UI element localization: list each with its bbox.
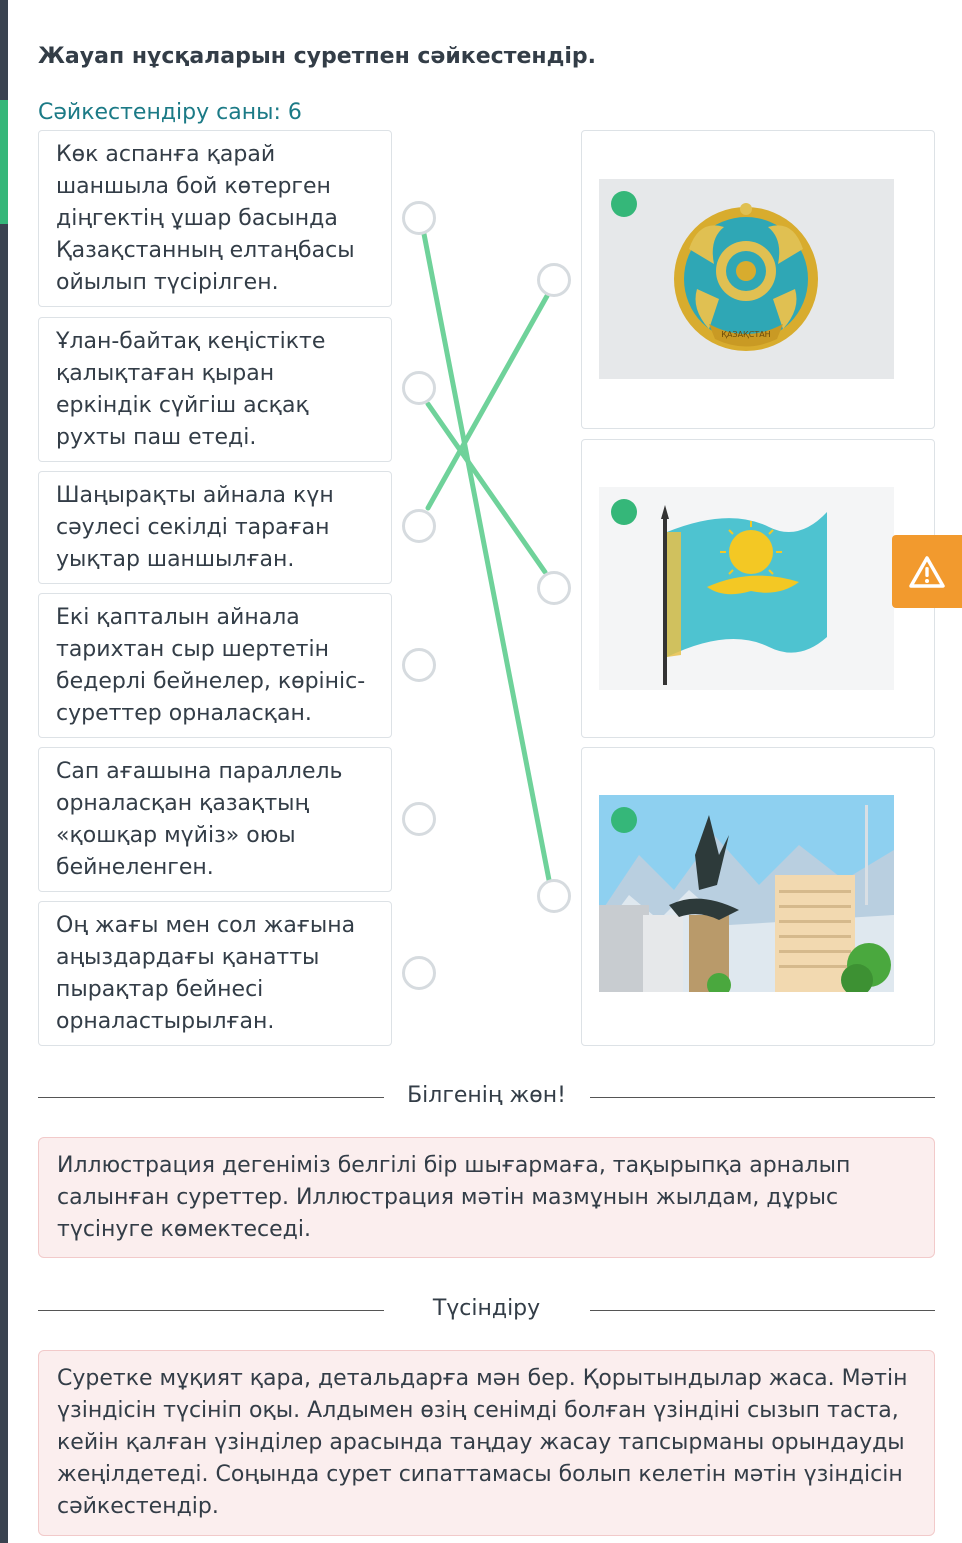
- answer-connector-3[interactable]: [537, 879, 571, 913]
- emblem-label: ҚАЗАҚСТАН: [721, 330, 771, 339]
- prompt-text: Оң жағы мен сол жағына аңыздардағы қанатты пырақтар бейнесі орналастырылған.: [56, 913, 356, 1034]
- explanation-separator: [38, 1296, 935, 1326]
- prompt-text: Шаңырақты айнала күн сәулесі секілді тараған уықтар шаншылған.: [56, 483, 334, 572]
- prompt-connector-1[interactable]: [402, 201, 436, 235]
- prompt-connector-3[interactable]: [402, 509, 436, 543]
- answer-connector-1[interactable]: [537, 263, 571, 297]
- explanation-heading: Түсіндіру: [432, 1296, 541, 1321]
- match-count: Сәйкестендіру саны: 6: [38, 100, 302, 125]
- prompt-connector-5[interactable]: [402, 802, 436, 836]
- good-to-know-text: Иллюстрация дегеніміз белгілі бір шығармаға, тақырыпқа арналып салынған суреттер. Иллюстрация мәтін мазмұнын жылдам, дұрыс түсінуге көмектеседі.: [57, 1153, 851, 1242]
- prompt-text: Көк аспанға қарай шаншыла бой көтерген діңгектің ұшар басында Қазақстанның елтаңбасы ойылып түсірілген.: [56, 142, 355, 295]
- answer-connector-2[interactable]: [537, 571, 571, 605]
- explanation-box: [38, 1350, 935, 1536]
- prompt-text: Екі қапталын айнала тарихтан сыр шертетін бедерлі бейнелер, көрініс-суреттер орналасқан.: [56, 605, 366, 726]
- report-problem-button[interactable]: [892, 535, 962, 608]
- prompt-connector-4[interactable]: [402, 648, 436, 682]
- good-to-know-heading: Білгенің жөн!: [407, 1083, 566, 1108]
- good-to-know-box: [38, 1137, 935, 1258]
- good-to-know-separator: [38, 1083, 935, 1113]
- connection-line-3-1: [428, 296, 547, 508]
- prompt-connector-6[interactable]: [402, 956, 436, 990]
- warning-icon: [908, 555, 946, 589]
- prompt-connector-2[interactable]: [402, 371, 436, 405]
- prompt-text: Сап ағашына параллель орналасқан қазақтың «қошқар мүйіз» оюы бейнеленген.: [56, 759, 343, 880]
- explanation-text: Суретке мұқият қара, детальдарға мән бер. Қорытындылар жаса. Мәтін үзіндісін түсініп оқы. Алдымен өзің сенімді болған үзіндіні сызып таста, кейін қалған үзінділер арасында таңдау жасау тапсырманы орындауды жеңілдетеді. Соңында сурет сипаттамасы болып келетін мәтін үзіндісін сәйкестендір.: [57, 1366, 908, 1519]
- prompt-text: Ұлан-байтақ кеңістікте қалықтаған қыран еркіндік сүйгіш асқақ рухты паш етеді.: [56, 329, 326, 450]
- question-title: Жауап нұсқаларын суретпен сәйкестендір.: [38, 44, 596, 69]
